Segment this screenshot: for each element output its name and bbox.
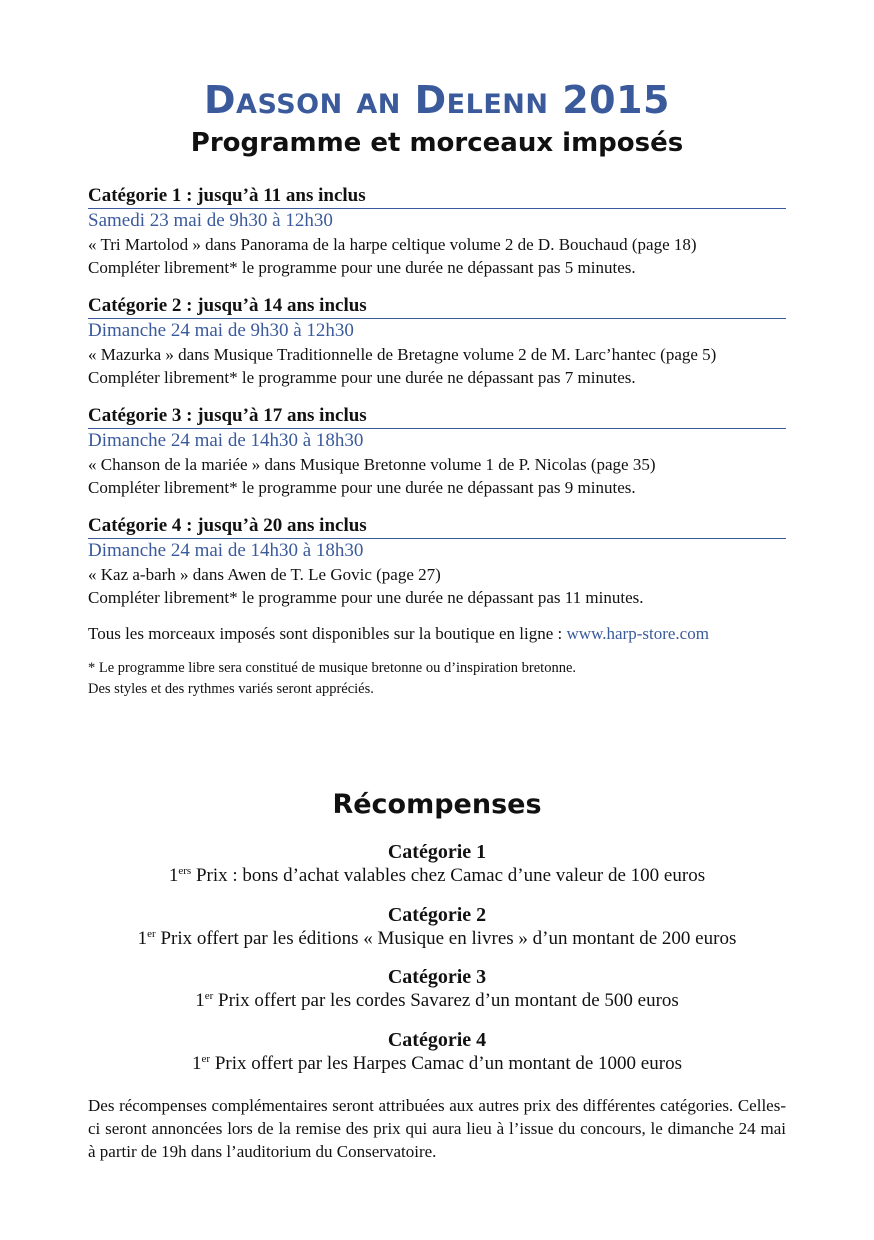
category-date: Dimanche 24 mai de 14h30 à 18h30 (88, 540, 364, 561)
document-subtitle: Programme et morceaux imposés (190, 128, 684, 158)
reward-description (0, 1052, 874, 1076)
reward-rank-suffix: er (201, 1053, 211, 1065)
category-imposed-piece: « Tri Martolod » dans Panorama de la harpe celtique volume 2 de D. Bouchaud (page 18) (88, 235, 697, 254)
category-date: Dimanche 24 mai de 14h30 à 18h30 (88, 430, 364, 451)
reward-text: Prix offert par les Harpes Camac d’un montant de 1000 euros (210, 1053, 682, 1074)
reward-category: Catégorie 1 (387, 841, 487, 863)
reward-category: Catégorie 4 (387, 1029, 487, 1051)
category-section-4 (88, 514, 786, 609)
category-section-3 (88, 404, 786, 499)
category-section-2 (88, 294, 786, 389)
reward-block-2 (0, 903, 874, 951)
rewards-heading: Récompenses (332, 789, 542, 820)
reward-rank-suffix: er (204, 990, 214, 1002)
category-imposed-piece: « Kaz a-barh » dans Awen de T. Le Govic (page 27) (88, 565, 441, 584)
reward-description (0, 864, 874, 888)
reward-rank: 1 (192, 1053, 202, 1074)
reward-block-1 (0, 840, 874, 888)
reward-rank-suffix: ers (178, 865, 192, 877)
reward-rank: 1 (195, 990, 205, 1011)
closing-paragraph: Des récompenses complémentaires seront attribuées aux autres prix des différentes catégories. Celles-ci seront annoncées lors de la remise des prix qui aura lieu à l’issue du concours, le dimanche 24 mai à partir de 19h dans l’auditorium du Conservatoire. (88, 1096, 786, 1161)
category-program-rule: Compléter librement* le programme pour une durée ne dépassant pas 5 minutes. (88, 258, 636, 277)
reward-category: Catégorie 3 (387, 966, 487, 988)
category-section-1 (88, 184, 786, 279)
category-title: Catégorie 1 : jusqu’à 11 ans inclus (88, 185, 366, 206)
category-title: Catégorie 2 : jusqu’à 14 ans inclus (88, 295, 367, 316)
reward-text: Prix offert par les cordes Savarez d’un montant de 500 euros (213, 990, 679, 1011)
category-imposed-piece: « Chanson de la mariée » dans Musique Bretonne volume 1 de P. Nicolas (page 35) (88, 455, 656, 474)
availability-notice (88, 622, 786, 646)
category-program-rule: Compléter librement* le programme pour une durée ne dépassant pas 9 minutes. (88, 478, 636, 497)
footnote-line: Des styles et des rythmes variés seront appréciés. (88, 681, 374, 697)
category-date: Dimanche 24 mai de 9h30 à 12h30 (88, 320, 354, 341)
footnote (88, 658, 786, 700)
harp-store-link[interactable]: www.harp-store.com (566, 624, 709, 643)
reward-block-3 (0, 965, 874, 1013)
category-program-rule: Compléter librement* le programme pour une durée ne dépassant pas 7 minutes. (88, 368, 636, 387)
category-imposed-piece: « Mazurka » dans Musique Traditionnelle de Bretagne volume 2 de M. Larc’hantec (page 5) (88, 345, 717, 364)
category-title: Catégorie 4 : jusqu’à 20 ans inclus (88, 515, 367, 536)
reward-text: Prix offert par les éditions « Musique en livres » d’un montant de 200 euros (155, 928, 737, 949)
category-program-rule: Compléter librement* le programme pour une durée ne dépassant pas 11 minutes. (88, 588, 644, 607)
reward-rank: 1 (137, 928, 148, 949)
availability-text: Tous les morceaux imposés sont disponibles sur la boutique en ligne : (88, 624, 567, 643)
footnote-line: * Le programme libre sera constitué de musique bretonne ou d’inspiration bretonne. (88, 660, 577, 676)
reward-description (0, 927, 874, 951)
reward-rank-suffix: er (147, 928, 156, 940)
category-date: Samedi 23 mai de 9h30 à 12h30 (88, 210, 333, 231)
reward-text: Prix : bons d’achat valables chez Camac d’une valeur de 100 euros (191, 865, 706, 886)
reward-category: Catégorie 2 (387, 904, 487, 926)
reward-block-4 (0, 1028, 874, 1076)
category-title: Catégorie 3 : jusqu’à 17 ans inclus (88, 405, 367, 426)
reward-rank: 1 (168, 865, 179, 886)
reward-description (0, 989, 874, 1013)
document-title: Dasson an Delenn 2015 (204, 78, 670, 122)
